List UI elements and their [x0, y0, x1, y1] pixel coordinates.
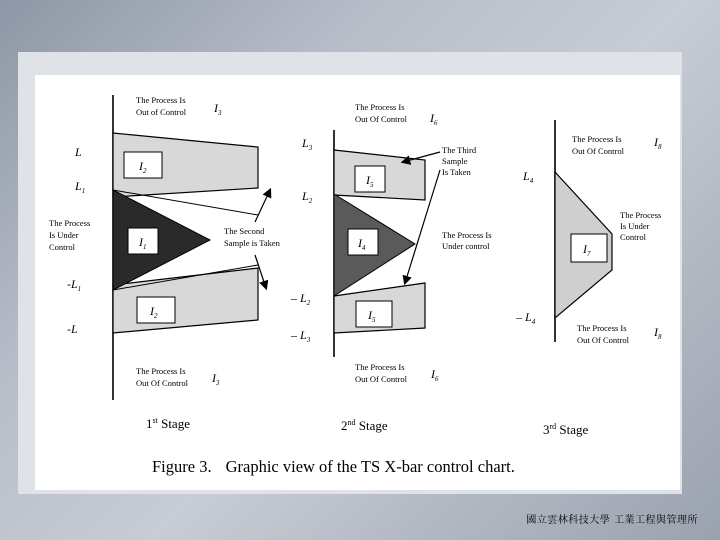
s3-right-label-a: The Process [620, 210, 662, 220]
limit-neg-L3: – $L_3$ [291, 328, 311, 344]
limit-L1: $L_1$ [75, 179, 86, 195]
s3-bot-label-b: Out Of Control [577, 335, 629, 345]
s1-i3-top: $I_3$ [214, 101, 222, 117]
third-sample-label-a: The Third [442, 145, 477, 155]
s2-i6-top: $I_6$ [430, 111, 438, 127]
stage2-i4: $I_4$ [358, 236, 366, 252]
limit-L3: $L_3$ [302, 136, 313, 152]
s2-i6-bottom: $I_6$ [431, 367, 439, 383]
s1-left-label-c: Control [49, 242, 75, 252]
s1-bot-label-a: The Process Is [136, 366, 186, 376]
figure-caption: Figure 3. Graphic view of the TS X-bar control chart. [152, 457, 515, 476]
stage2-i5-top: $I_5$ [366, 173, 374, 189]
s1-left-label-a: The Process [49, 218, 91, 228]
stage2-i5-bottom: $I_5$ [368, 308, 376, 324]
s1-left-label-b: Is Under [49, 230, 79, 240]
stage2-label: 2nd Stage [341, 418, 388, 433]
stage1-i2-top: $I_2$ [139, 159, 147, 175]
s1-bot-label-b: Out Of Control [136, 378, 188, 388]
limit-L4: $L_4$ [523, 169, 534, 185]
s1-top-label-a: The Process Is [136, 95, 186, 105]
s1-top-label-b: Out of Control [136, 107, 187, 117]
third-sample-label-b: Sample [442, 156, 468, 166]
s2-bot-label-b: Out Of Control [355, 374, 407, 384]
second-sample-arrow-up [255, 190, 270, 222]
s3-right-label-b: Is Under [620, 221, 650, 231]
s3-top-label-a: The Process Is [572, 134, 622, 144]
limit-neg-L1: $-L_1$ [67, 277, 82, 293]
limit-L: L [75, 145, 82, 159]
s3-top-label-b: Out Of Control [572, 146, 624, 156]
s2-top-label-a: The Process Is [355, 102, 405, 112]
stage3-label: 3rd Stage [543, 422, 589, 437]
s2-bot-label-a: The Process Is [355, 362, 405, 372]
limit-neg-L2: – $L_2$ [291, 291, 311, 307]
limit-L2: $L_2$ [302, 189, 313, 205]
s2-under-label-b: Under control [442, 241, 490, 251]
stage1-i1: $I_1$ [139, 235, 147, 251]
limit-neg-L: -L [67, 322, 78, 336]
stage1-i2-bottom: $I_2$ [150, 304, 158, 320]
s3-right-label-c: Control [620, 232, 646, 242]
second-sample-label-b: Sample is Taken [224, 238, 280, 248]
s3-i8-top: $I_8$ [654, 135, 662, 151]
s2-top-label-b: Out Of Control [355, 114, 407, 124]
s2-under-label-a: The Process Is [442, 230, 492, 240]
stage3-i7: $I_7$ [583, 242, 591, 258]
s3-i8-bottom: $I_8$ [654, 325, 662, 341]
stage1-label: 1st Stage [146, 416, 190, 431]
second-sample-label-a: The Second [224, 226, 265, 236]
footer-institution: 國立雲林科技大學 工業工程與管理所 [526, 515, 698, 526]
s3-bot-label-a: The Process Is [577, 323, 627, 333]
s1-i3-bottom: $I_3$ [212, 371, 220, 387]
limit-neg-L4: – $L_4$ [516, 310, 536, 326]
third-sample-label-c: Is Taken [442, 167, 471, 177]
